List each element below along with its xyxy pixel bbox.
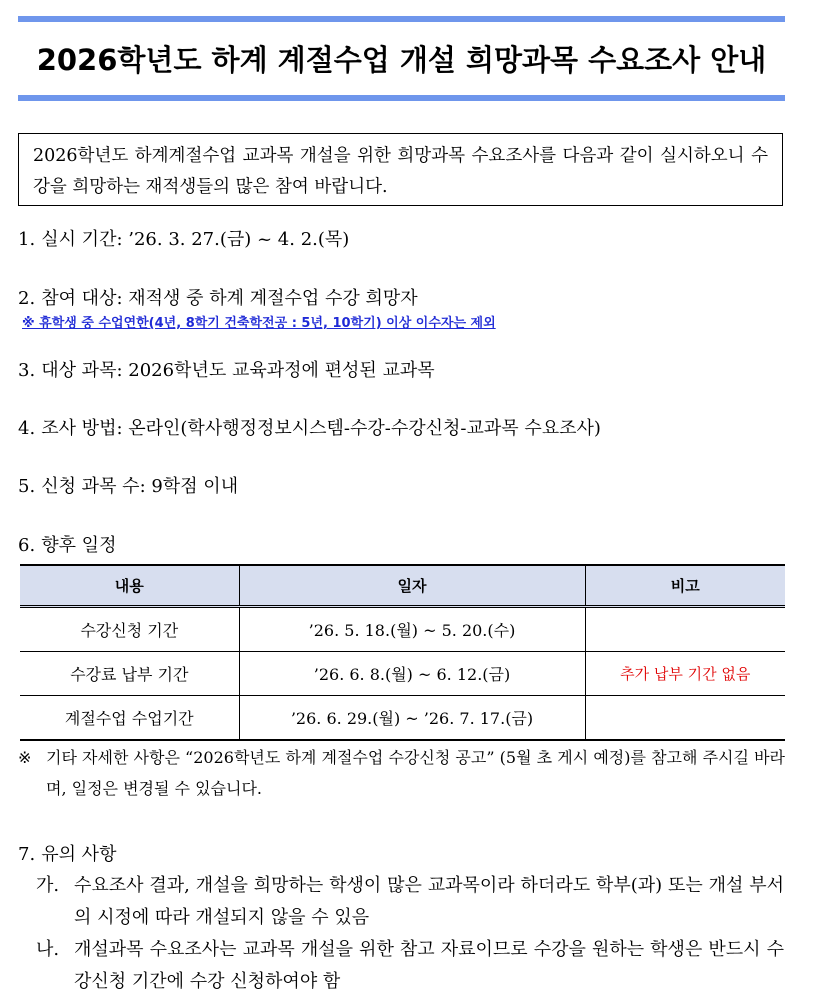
caution-text: 개설과목 수요조사는 교과목 개설을 위한 참고 자료이므로 수강을 원하는 학생은 반드시 수강신청 기간에 수강 신청하여야 함: [74, 939, 784, 992]
table-row: [20, 652, 785, 696]
item-period: [18, 225, 349, 251]
table-row: [20, 607, 785, 652]
item-text: 신청 과목 수: 9학점 이내: [41, 476, 239, 497]
item-text: 향후 일정: [41, 535, 117, 556]
cell-note: [585, 696, 785, 741]
cell-date: ’26. 5. 18.(월) ~ 5. 20.(수): [239, 607, 585, 652]
cell-note: 추가 납부 기간 없음: [585, 652, 785, 696]
intro-notice-box: 2026학년도 하계계절수업 교과목 개설을 위한 희망과목 수요조사를 다음과 같이 실시하오니 수강을 희망하는 재적생들의 많은 참여 바랍니다.: [18, 133, 783, 206]
item-text: 대상 과목: 2026학년도 교육과정에 편성된 교과목: [41, 360, 435, 381]
footnote-text: 기타 자세한 사항은 “2026학년도 하계 계절수업 수강신청 공고” (5월 초 게시 예정)를 참고해 주시길 바라며, 일정은 변경될 수 있습니다.: [46, 748, 785, 798]
caution-label: 나.: [36, 939, 60, 960]
item-number: 4.: [18, 418, 36, 439]
schedule-table: [20, 564, 785, 741]
item-number: 3.: [18, 360, 36, 381]
page-title: 2026학년도 하계 계절수업 개설 희망과목 수요조사 안내: [36, 43, 767, 77]
cell-date: ’26. 6. 8.(월) ~ 6. 12.(금): [239, 652, 585, 696]
table-row: [20, 696, 785, 741]
item-text: 조사 방법: 온라인(학사행정정보시스템-수강-수강신청-교과목 수요조사): [41, 418, 601, 439]
item-text: 실시 기간: ’26. 3. 27.(금) ~ 4. 2.(목): [41, 229, 350, 250]
item-text: 참여 대상: 재적생 중 하계 계절수업 수강 희망자: [41, 288, 418, 309]
item-method: [18, 414, 601, 440]
item-subjects: [18, 356, 435, 382]
cell-content: 수강신청 기간: [20, 607, 239, 652]
caution-text: 수요조사 결과, 개설을 희망하는 학생이 많은 교과목이라 하더라도 학부(과) 또는 개설 부서의 시정에 따라 개설되지 않을 수 있음: [74, 875, 784, 928]
caution-item: [36, 934, 784, 998]
item-cautions-heading: [18, 840, 116, 866]
item-schedule-heading: [18, 531, 116, 557]
header-content: 내용: [20, 565, 239, 607]
item-text: 유의 사항: [41, 844, 117, 865]
cell-date: ’26. 6. 29.(월) ~ ’26. 7. 17.(금): [239, 696, 585, 741]
item-number: 2.: [18, 288, 36, 309]
caution-item: [36, 870, 784, 934]
header-date: 일자: [239, 565, 585, 607]
caution-label: 가.: [36, 875, 60, 896]
item-number: 6.: [18, 535, 36, 556]
exclusion-note: ※ 휴학생 중 수업연한(4년, 8학기 건축학전공 : 5년, 10학기) 이상 이수자는 제외: [22, 316, 496, 331]
item-credit-limit: [18, 472, 238, 498]
item-number: 1.: [18, 229, 36, 250]
cell-content: 계절수업 수업기간: [20, 696, 239, 741]
item-number: 5.: [18, 476, 36, 497]
header-note: 비고: [585, 565, 785, 607]
item-number: 7.: [18, 844, 36, 865]
title-top-bar: [18, 16, 785, 22]
footnote-mark: ※: [18, 748, 32, 767]
cell-content: 수강료 납부 기간: [20, 652, 239, 696]
table-header-row: [20, 565, 785, 607]
footnote: [18, 742, 785, 804]
title-bottom-bar: [18, 95, 785, 101]
item-target: [18, 284, 418, 310]
cell-note: [585, 607, 785, 652]
